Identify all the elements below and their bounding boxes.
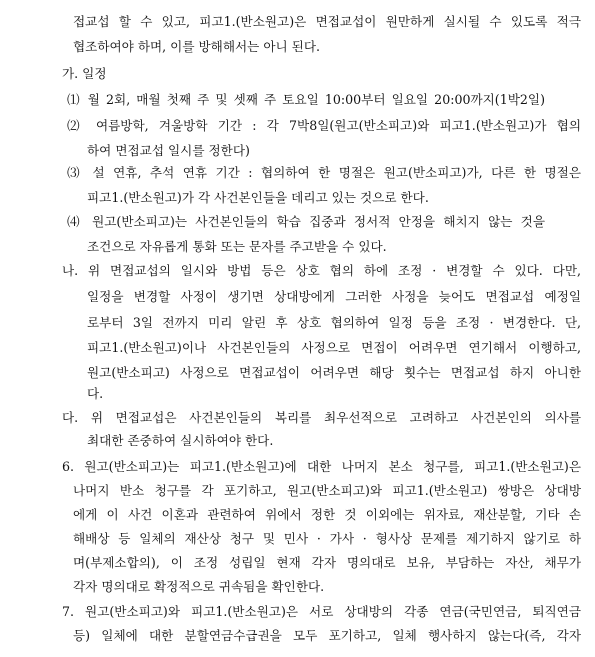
- numbered-item: 7. 원고(반소피고)와 피고1.(반소원고)은 서로 상대방의 각종 연금(국민연금, 퇴직연금: [62, 604, 581, 619]
- text-line: 하여 면접교섭 일시를 정한다): [87, 143, 250, 158]
- text-line: 조건으로 자유롭게 통화 또는 문자를 주고받을 수 있다.: [87, 239, 387, 254]
- numbered-item: 6. 원고(반소피고)는 피고1.(반소원고)에 대한 나머지 본소 청구를, 피고1.(반소원고)은: [62, 459, 581, 474]
- list-item: ⑷ 원고(반소피고)는 사건본인들의 학습 집중과 정서적 안정을 해치지 않는 것을: [67, 214, 545, 229]
- text-line: 협조하여야 하며, 이를 방해해서는 아니 된다.: [73, 39, 321, 54]
- text-line: 원고(반소피고) 사정으로 면접교섭이 어려우면 해당 횟수는 면접교섭 하지 아니한: [87, 365, 581, 380]
- text-line: 며(부제소합의), 이 조정 성립일 현재 각자 명의대로 보유, 부담하는 자산, 채무가: [73, 555, 581, 570]
- text-line: 피고1.(반소원고)가 각 사건본인들을 데리고 있는 것으로 한다.: [87, 190, 429, 205]
- section-heading: 가. 일정: [62, 66, 107, 81]
- text-line: 나머지 반소 청구를 각 포기하고, 원고(반소피고)와 피고1.(반소원고) 쌍방은 상대방: [73, 483, 581, 498]
- text-line: 다.: [87, 386, 104, 401]
- section-item: 나. 위 면접교섭의 일시와 방법 등은 상호 협의 하에 조정 · 변경할 수 있다. 다만,: [62, 263, 581, 278]
- text-line: 등) 일체에 대한 분할연금수급권을 모두 포기하고, 일체 행사하지 않는다(즉, 각자: [73, 628, 581, 643]
- text-line: 각자 명의대로 확정적으로 귀속됨을 확인한다.: [73, 579, 325, 594]
- section-item: 다. 위 면접교섭은 사건본인들의 복리를 최우선적으로 고려하고 사건본인의 의사를: [62, 410, 581, 425]
- text-line: 최대한 존중하여 실시하여야 한다.: [87, 433, 274, 448]
- text-line: 해배상 등 일체의 재산상 청구 및 민사 · 가사 · 형사상 문제를 제기하지 않기로 하: [73, 531, 581, 546]
- list-item: ⑶ 설 연휴, 추석 연휴 기간 : 협의하여 한 명절은 원고(반소피고)가, 다른 한 명절은: [67, 165, 581, 180]
- text-line: 로부터 3일 전까지 미리 알린 후 상호 협의하여 일정 등을 조정 · 변경한다. 단,: [87, 315, 581, 330]
- text-line: 에게 이 사건 이혼과 관련하여 위에서 정한 것 이외에는 위자료, 재산분할, 기타 손: [73, 507, 581, 522]
- text-line: 일정을 변경할 사정이 생기면 상대방에게 그러한 사정을 늦어도 면접교섭 예정일: [87, 289, 581, 304]
- text-line: 피고1.(반소원고)이나 사건본인들의 사정으로 면접이 어려우면 연기해서 이행하고,: [87, 340, 581, 355]
- list-item: ⑴ 월 2회, 매월 첫째 주 및 셋째 주 토요일 10:00부터 일요일 20:00까지(1박2일): [67, 92, 545, 107]
- text-line: 접교섭 할 수 있고, 피고1.(반소원고)은 면접교섭이 원만하게 실시될 수 있도록 적극: [73, 14, 581, 29]
- list-item: ⑵ 여름방학, 겨울방학 기간 : 각 7박8일(원고(반소피고)와 피고1.(반소원고)가 협의: [67, 118, 581, 133]
